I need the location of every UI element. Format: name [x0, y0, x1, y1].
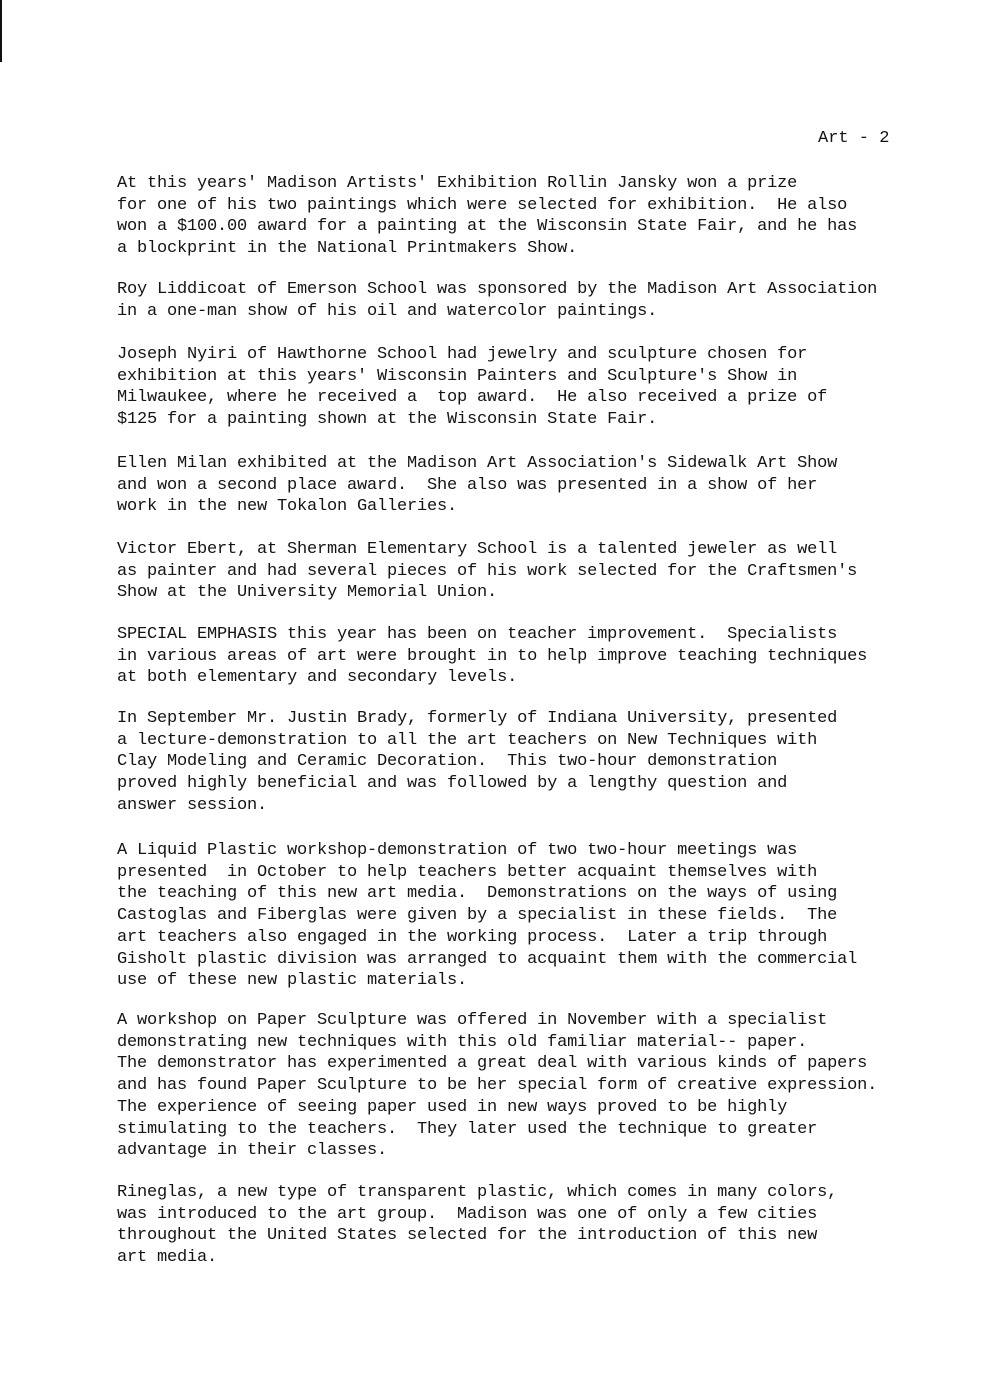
text-line: throughout the United States selected for the introduction of this new [117, 1226, 818, 1246]
paragraph-nyiri [117, 344, 827, 431]
text-line: demonstrating new techniques with this old familiar material-- paper. [117, 1032, 808, 1052]
text-line: A Liquid Plastic workshop-demonstration of two two-hour meetings was [117, 841, 798, 860]
text-line: a lecture-demonstration to all the art teachers on New Techniques with [117, 730, 818, 750]
text-line: advantage in their classes. [117, 1141, 388, 1161]
text-line: Roy Liddicoat of Emerson School was sponsored by the Madison Art Association [117, 280, 878, 299]
paragraph-jansky [117, 173, 857, 260]
text-line: Show at the University Memorial Union. [117, 583, 498, 603]
text-line: Joseph Nyiri of Hawthorne School had jewelry and sculpture chosen for [117, 345, 808, 364]
text-line: $125 for a painting shown at the Wisconsin State Fair. [117, 410, 658, 430]
text-line: At this years' Madison Artists' Exhibition Rollin Jansky won a prize [117, 174, 798, 193]
text-line: proved highly beneficial and was followed by a lengthy question and [117, 774, 788, 794]
paragraph-liquid-plastic [117, 840, 857, 992]
text-line: SPECIAL EMPHASIS this year has been on teacher improvement. Specialists [117, 625, 838, 644]
text-line: in a one-man show of his oil and watercolor paintings. [117, 301, 658, 321]
text-line: in various areas of art were brought in to help improve teaching techniques [117, 646, 868, 666]
text-line: a blockprint in the National Printmakers Show. [117, 239, 578, 259]
text-line: A workshop on Paper Sculpture was offered in November with a specialist [117, 1011, 828, 1030]
text-line: exhibition at this years' Wisconsin Painters and Sculpture's Show in [117, 366, 798, 386]
text-line: Rineglas, a new type of transparent plastic, which comes in many colors, [117, 1183, 838, 1202]
text-line: presented in October to help teachers better acquaint themselves with [117, 862, 818, 882]
text-line: stimulating to the teachers. They later used the technique to greater [117, 1119, 818, 1139]
text-line: The experience of seeing paper used in new ways proved to be highly [117, 1097, 788, 1117]
text-line: answer session. [117, 795, 268, 815]
paragraph-ebert [117, 539, 857, 604]
text-line: and has found Paper Sculpture to be her special form of creative expression. [117, 1076, 878, 1096]
paragraph-paper-sculpture [117, 1010, 877, 1162]
text-line: art teachers also engaged in the working process. Later a trip through [117, 927, 828, 947]
text-line: The demonstrator has experimented a great deal with various kinds of papers [117, 1054, 868, 1074]
text-line: Victor Ebert, at Sherman Elementary School is a talented jeweler as well [117, 540, 838, 559]
paragraph-rineglas [117, 1182, 837, 1269]
paragraph-brady [117, 708, 837, 817]
text-line: as painter and had several pieces of his work selected for the Craftsmen's [117, 561, 858, 581]
text-line: use of these new plastic materials. [117, 971, 468, 991]
text-line: art media. [117, 1248, 218, 1268]
text-line: Castoglas and Fiberglas were given by a specialist in these fields. The [117, 906, 838, 926]
text-line: Clay Modeling and Ceramic Decoration. This two-hour demonstration [117, 752, 778, 772]
text-line: Milwaukee, where he received a top award. He also received a prize of [117, 388, 828, 408]
text-line: at both elementary and secondary levels. [117, 668, 518, 688]
page-number: Art - 2 [818, 129, 890, 148]
text-line: for one of his two paintings which were selected for exhibition. He also [117, 195, 848, 215]
text-line: the teaching of this new art media. Demonstrations on the ways of using [117, 884, 838, 904]
text-line: won a $100.00 award for a painting at the Wisconsin State Fair, and he has [117, 217, 858, 237]
text-line: and won a second place award. She also was presented in a show of her [117, 475, 818, 495]
paragraph-special-emphasis [117, 624, 867, 689]
paragraph-milan [117, 453, 837, 518]
text-line: was introduced to the art group. Madison was one of only a few cities [117, 1204, 818, 1224]
scan-edge-mark [0, 0, 2, 62]
text-line: In September Mr. Justin Brady, formerly of Indiana University, presented [117, 709, 838, 728]
paragraph-liddicoat [117, 279, 877, 322]
text-line: Ellen Milan exhibited at the Madison Art Association's Sidewalk Art Show [117, 454, 838, 473]
text-line: Gisholt plastic division was arranged to acquaint them with the commercial [117, 949, 858, 969]
text-line: work in the new Tokalon Galleries. [117, 497, 458, 517]
